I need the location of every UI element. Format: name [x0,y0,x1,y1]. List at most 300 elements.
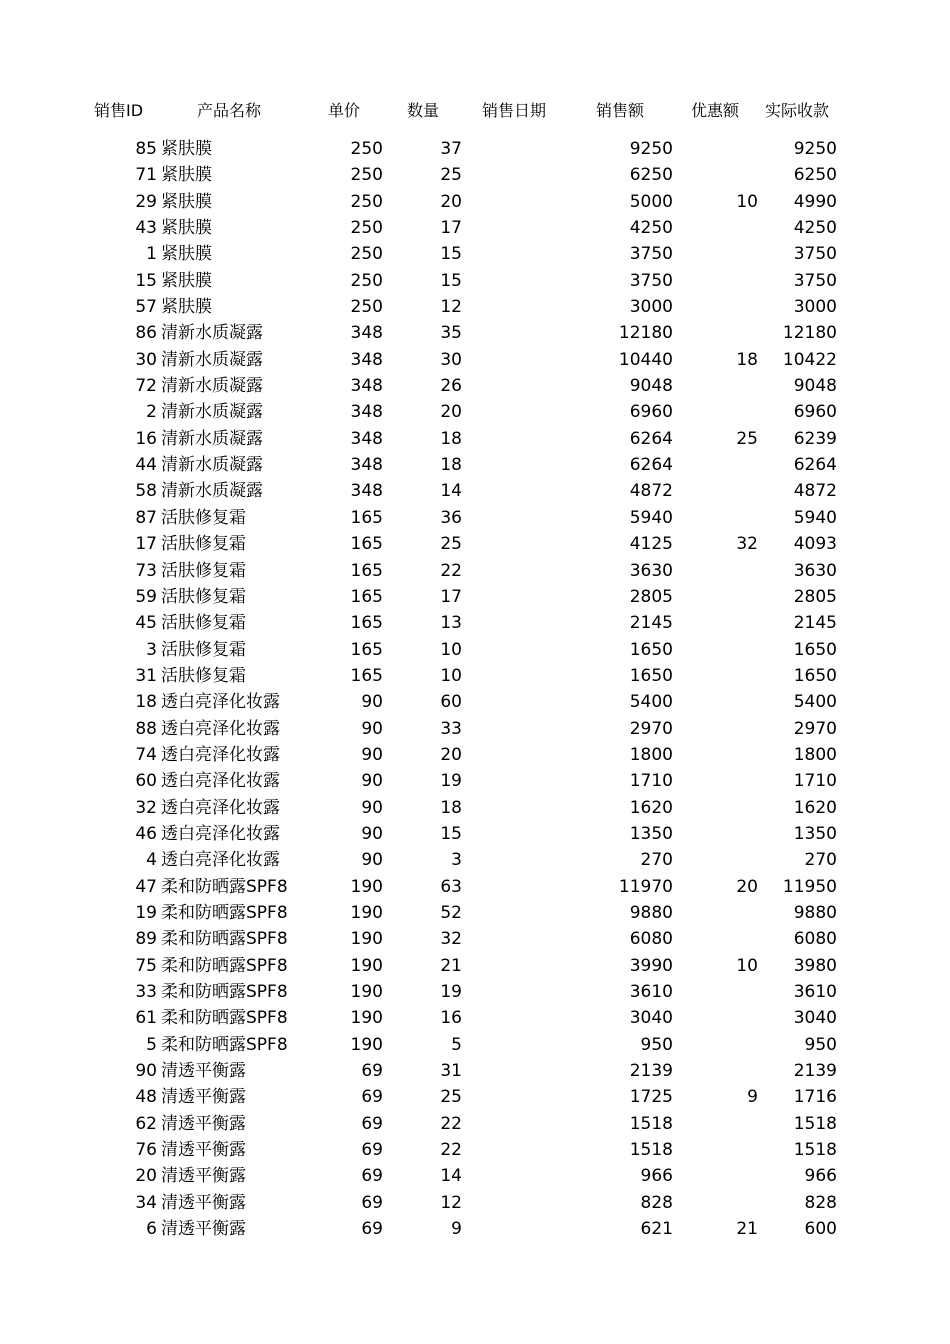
cell-sales-amount: 950 [640,1034,673,1055]
cell-discount [690,716,758,742]
cell-quantity: 22 [440,560,462,581]
cell-product-name: 清新水质凝露 [161,376,263,397]
cell-net-received: 4250 [793,218,837,239]
cell-unit-price: 190 [350,929,383,950]
cell-net-received: 950 [804,1034,837,1055]
cell-net-received: 3980 [793,955,837,976]
cell-product-name: 清透平衡露 [161,1219,246,1240]
cell-quantity: 37 [440,139,462,159]
cell-quantity: 21 [440,955,462,976]
cell-net-received: 966 [804,1166,837,1187]
table-row [0,1216,950,1242]
cell-quantity: 17 [440,586,462,607]
cell-product-name: 透白亮泽化妆露 [161,718,280,739]
table-row [0,610,950,636]
cell-quantity: 19 [440,771,462,792]
cell-sale-id: 1 [146,244,157,265]
cell-sales-amount: 12180 [618,323,673,344]
cell-discount [690,241,758,267]
header-unit-price: 单价 [328,101,361,120]
table-row [0,742,950,768]
cell-sale-id: 47 [135,876,157,897]
cell-sale-id: 4 [146,850,157,871]
cell-unit-price: 165 [350,586,383,607]
cell-quantity: 26 [440,376,462,397]
cell-net-received: 1518 [793,1140,837,1161]
cell-product-name: 柔和防晒露SPF8 [161,1034,288,1055]
cell-sale-id: 6 [146,1219,157,1240]
header-product-name: 产品名称 [197,101,262,120]
cell-sale-id: 73 [135,560,157,581]
cell-unit-price: 90 [361,771,383,792]
header-sale-date: 销售日期 [482,101,547,120]
cell-product-name: 清透平衡露 [161,1087,246,1108]
cell-discount [690,926,758,952]
cell-unit-price: 165 [350,665,383,686]
table-row [0,847,950,873]
cell-sales-amount: 1620 [629,797,673,818]
cell-net-received: 11950 [782,876,837,897]
cell-sale-date [476,795,576,821]
cell-net-received: 3040 [793,1008,837,1029]
cell-unit-price: 348 [350,455,383,476]
cell-sales-amount: 6264 [629,455,673,476]
cell-net-received: 2145 [793,613,837,634]
table-row [0,1190,950,1216]
cell-sale-id: 46 [135,823,157,844]
cell-product-name: 清新水质凝露 [161,402,263,423]
cell-product-name: 紧肤膜 [161,191,212,212]
cell-sale-id: 19 [135,902,157,923]
cell-product-name: 紧肤膜 [161,218,212,239]
table-row [0,1137,950,1163]
cell-sale-date [476,215,576,241]
cell-product-name: 紧肤膜 [161,297,212,318]
cell-net-received: 1710 [793,771,837,792]
cell-unit-price: 69 [361,1219,383,1240]
cell-product-name: 透白亮泽化妆露 [161,692,280,713]
cell-product-name: 清新水质凝露 [161,323,263,344]
cell-sale-id: 3 [146,639,157,660]
cell-sale-date [476,399,576,425]
table-row [0,926,950,952]
cell-sale-date [476,1032,576,1058]
cell-sale-date [476,742,576,768]
cell-sale-id: 44 [135,455,157,476]
cell-unit-price: 348 [350,376,383,397]
cell-sale-date [476,900,576,926]
cell-sales-amount: 5400 [629,692,673,713]
cell-sale-id: 71 [135,165,157,186]
header-net-received: 实际收款 [765,101,830,120]
table-row [0,1032,950,1058]
cell-sale-date [476,874,576,900]
table-row [0,821,950,847]
table-row [0,979,950,1005]
cell-unit-price: 69 [361,1140,383,1161]
cell-sale-id: 34 [135,1192,157,1213]
cell-unit-price: 348 [350,323,383,344]
cell-product-name: 清透平衡露 [161,1140,246,1161]
cell-net-received: 2805 [793,586,837,607]
cell-discount: 18 [736,349,758,370]
cell-product-name: 清透平衡露 [161,1113,246,1134]
cell-unit-price: 90 [361,718,383,739]
cell-sale-id: 17 [135,534,157,555]
cell-discount: 10 [736,191,758,212]
cell-sale-date [476,162,576,188]
cell-quantity: 18 [440,797,462,818]
cell-sales-amount: 4250 [629,218,673,239]
cell-net-received: 1620 [793,797,837,818]
cell-net-received: 1800 [793,744,837,765]
table-row [0,558,950,584]
cell-discount [690,637,758,663]
cell-sale-date [476,241,576,267]
cell-sale-date [476,189,576,215]
cell-quantity: 30 [440,349,462,370]
cell-sale-date [476,953,576,979]
cell-sales-amount: 3990 [629,955,673,976]
cell-sale-date [476,1190,576,1216]
cell-sale-date [476,663,576,689]
cell-product-name: 柔和防晒露SPF8 [161,1008,288,1029]
cell-net-received: 3630 [793,560,837,581]
cell-unit-price: 348 [350,428,383,449]
cell-unit-price: 90 [361,823,383,844]
cell-sale-id: 2 [146,402,157,423]
cell-product-name: 紧肤膜 [161,139,212,159]
cell-sales-amount: 270 [640,850,673,871]
cell-quantity: 20 [440,744,462,765]
cell-sales-amount: 1650 [629,665,673,686]
cell-net-received: 600 [804,1219,837,1240]
cell-product-name: 活肤修复霜 [161,586,246,607]
cell-unit-price: 165 [350,639,383,660]
cell-quantity: 33 [440,718,462,739]
cell-discount [690,610,758,636]
cell-quantity: 15 [440,270,462,291]
cell-sales-amount: 3610 [629,982,673,1002]
cell-sale-id: 18 [135,692,157,713]
cell-discount: 32 [736,534,758,555]
cell-sale-date [476,1163,576,1189]
cell-unit-price: 165 [350,560,383,581]
cell-sale-id: 15 [135,270,157,291]
cell-quantity: 5 [451,1034,462,1055]
cell-unit-price: 250 [350,139,383,159]
cell-sale-date [476,531,576,557]
cell-product-name: 透白亮泽化妆露 [161,797,280,818]
table-row [0,320,950,346]
cell-sales-amount: 1518 [629,1113,673,1134]
cell-sale-id: 62 [135,1113,157,1134]
cell-quantity: 14 [440,481,462,502]
cell-sale-date [476,320,576,346]
cell-discount [690,399,758,425]
cell-quantity: 9 [451,1219,462,1240]
cell-sales-amount: 4872 [629,481,673,502]
cell-sales-amount: 4125 [629,534,673,555]
cell-net-received: 2139 [793,1061,837,1082]
cell-quantity: 25 [440,1087,462,1108]
cell-unit-price: 69 [361,1192,383,1213]
cell-sales-amount: 6250 [629,165,673,186]
cell-discount [690,900,758,926]
cell-quantity: 12 [440,297,462,318]
cell-discount: 21 [736,1219,758,1240]
cell-discount [690,1190,758,1216]
cell-quantity: 3 [451,850,462,871]
table-row [0,795,950,821]
table-row [0,768,950,794]
cell-unit-price: 348 [350,349,383,370]
cell-product-name: 活肤修复霜 [161,613,246,634]
cell-sale-id: 74 [135,744,157,765]
cell-net-received: 1716 [793,1087,837,1108]
table-row [0,637,950,663]
table-row [0,1005,950,1031]
cell-unit-price: 250 [350,244,383,265]
table-row [0,347,950,373]
cell-net-received: 1650 [793,665,837,686]
cell-net-received: 10422 [782,349,837,370]
cell-unit-price: 190 [350,955,383,976]
cell-net-received: 2970 [793,718,837,739]
cell-product-name: 柔和防晒露SPF8 [161,902,288,923]
cell-net-received: 1518 [793,1113,837,1134]
cell-net-received: 3750 [793,244,837,265]
cell-product-name: 清新水质凝露 [161,455,263,476]
cell-product-name: 活肤修复霜 [161,507,246,528]
cell-net-received: 3750 [793,270,837,291]
cell-sale-date [476,821,576,847]
cell-sale-date [476,347,576,373]
cell-net-received: 9250 [793,139,837,159]
cell-sales-amount: 2139 [629,1061,673,1082]
cell-sale-date [476,136,576,162]
cell-unit-price: 90 [361,797,383,818]
cell-quantity: 12 [440,1192,462,1213]
cell-sales-amount: 9880 [629,902,673,923]
cell-product-name: 柔和防晒露SPF8 [161,955,288,976]
cell-discount: 10 [736,955,758,976]
cell-discount [690,742,758,768]
cell-sales-amount: 621 [640,1219,673,1240]
cell-net-received: 5400 [793,692,837,713]
cell-quantity: 31 [440,1061,462,1082]
cell-sale-date [476,1216,576,1242]
cell-sale-id: 16 [135,428,157,449]
cell-discount [690,136,758,162]
table-row [0,1084,950,1110]
cell-sales-amount: 2805 [629,586,673,607]
cell-sales-amount: 3040 [629,1008,673,1029]
cell-product-name: 紧肤膜 [161,165,212,186]
table-row [0,1111,950,1137]
table-row [0,189,950,215]
cell-sale-id: 88 [135,718,157,739]
cell-discount [690,215,758,241]
cell-sale-id: 87 [135,507,157,528]
cell-sale-date [476,689,576,715]
cell-unit-price: 250 [350,297,383,318]
cell-discount [690,478,758,504]
cell-product-name: 清新水质凝露 [161,428,263,449]
cell-quantity: 22 [440,1113,462,1134]
cell-sales-amount: 1800 [629,744,673,765]
cell-sale-date [476,768,576,794]
cell-quantity: 35 [440,323,462,344]
cell-net-received: 3000 [793,297,837,318]
cell-quantity: 63 [440,876,462,897]
cell-discount [690,663,758,689]
cell-net-received: 6250 [793,165,837,186]
cell-discount: 25 [736,428,758,449]
cell-net-received: 6239 [793,428,837,449]
table-row [0,373,950,399]
cell-quantity: 15 [440,244,462,265]
cell-product-name: 柔和防晒露SPF8 [161,982,288,1002]
cell-discount [690,584,758,610]
table-row [0,716,950,742]
cell-sales-amount: 828 [640,1192,673,1213]
cell-sale-date [476,926,576,952]
table-row [0,953,950,979]
cell-discount [690,558,758,584]
cell-quantity: 10 [440,639,462,660]
cell-sale-id: 20 [135,1166,157,1187]
cell-discount [690,294,758,320]
table-row [0,1058,950,1084]
cell-net-received: 5940 [793,507,837,528]
cell-sale-id: 89 [135,929,157,950]
cell-sales-amount: 1650 [629,639,673,660]
cell-unit-price: 165 [350,534,383,555]
cell-quantity: 20 [440,402,462,423]
cell-discount: 20 [736,876,758,897]
cell-sale-id: 29 [135,191,157,212]
cell-sales-amount: 2145 [629,613,673,634]
table-row [0,268,950,294]
cell-sale-date [476,584,576,610]
cell-sale-id: 58 [135,481,157,502]
cell-discount [690,1032,758,1058]
cell-unit-price: 348 [350,481,383,502]
cell-product-name: 清新水质凝露 [161,349,263,370]
cell-sale-date [476,847,576,873]
cell-product-name: 清透平衡露 [161,1166,246,1187]
cell-quantity: 36 [440,507,462,528]
cell-quantity: 18 [440,428,462,449]
table-row [0,505,950,531]
cell-unit-price: 90 [361,744,383,765]
header-discount: 优惠额 [691,101,740,120]
table-row [0,1163,950,1189]
cell-net-received: 6264 [793,455,837,476]
table-row [0,452,950,478]
cell-sales-amount: 1725 [629,1087,673,1108]
cell-discount [690,768,758,794]
cell-net-received: 3610 [793,982,837,1002]
cell-discount [690,847,758,873]
cell-sale-date [476,1111,576,1137]
cell-unit-price: 69 [361,1087,383,1108]
cell-sale-id: 86 [135,323,157,344]
cell-net-received: 4872 [793,481,837,502]
cell-discount [690,1111,758,1137]
cell-sales-amount: 3750 [629,244,673,265]
table-row [0,162,950,188]
cell-sale-date [476,1005,576,1031]
header-quantity: 数量 [407,101,440,120]
cell-discount [690,162,758,188]
cell-unit-price: 165 [350,613,383,634]
cell-net-received: 1350 [793,823,837,844]
cell-sale-id: 72 [135,376,157,397]
cell-sales-amount: 6080 [629,929,673,950]
cell-sales-amount: 5000 [629,191,673,212]
cell-sales-amount: 1518 [629,1140,673,1161]
cell-product-name: 透白亮泽化妆露 [161,771,280,792]
cell-discount [690,320,758,346]
cell-discount [690,1005,758,1031]
cell-sales-amount: 9250 [629,139,673,159]
cell-discount [690,268,758,294]
cell-sale-date [476,637,576,663]
cell-sales-amount: 2970 [629,718,673,739]
cell-sale-date [476,979,576,1005]
cell-sale-id: 45 [135,613,157,634]
cell-unit-price: 250 [350,165,383,186]
cell-unit-price: 90 [361,850,383,871]
table-row [0,663,950,689]
cell-sale-date [476,294,576,320]
cell-product-name: 清新水质凝露 [161,481,263,502]
header-sales-amount: 销售额 [596,101,645,120]
cell-net-received: 828 [804,1192,837,1213]
cell-net-received: 4990 [793,191,837,212]
cell-quantity: 18 [440,455,462,476]
table-row [0,874,950,900]
table-row [0,689,950,715]
cell-discount [690,979,758,1005]
table-body [0,136,950,1242]
cell-quantity: 25 [440,165,462,186]
cell-net-received: 6080 [793,929,837,950]
table-row [0,584,950,610]
cell-sale-id: 32 [135,797,157,818]
table-row [0,215,950,241]
cell-unit-price: 348 [350,402,383,423]
cell-quantity: 13 [440,613,462,634]
cell-quantity: 10 [440,665,462,686]
cell-unit-price: 69 [361,1061,383,1082]
cell-sale-id: 30 [135,349,157,370]
cell-sale-id: 31 [135,665,157,686]
cell-sales-amount: 11970 [618,876,673,897]
cell-sale-id: 33 [135,982,157,1002]
cell-product-name: 透白亮泽化妆露 [161,850,280,871]
cell-product-name: 柔和防晒露SPF8 [161,929,288,950]
cell-sales-amount: 6264 [629,428,673,449]
cell-discount [690,689,758,715]
cell-sale-id: 61 [135,1008,157,1029]
cell-sale-id: 76 [135,1140,157,1161]
cell-quantity: 25 [440,534,462,555]
cell-sale-id: 90 [135,1061,157,1082]
cell-sales-amount: 1350 [629,823,673,844]
